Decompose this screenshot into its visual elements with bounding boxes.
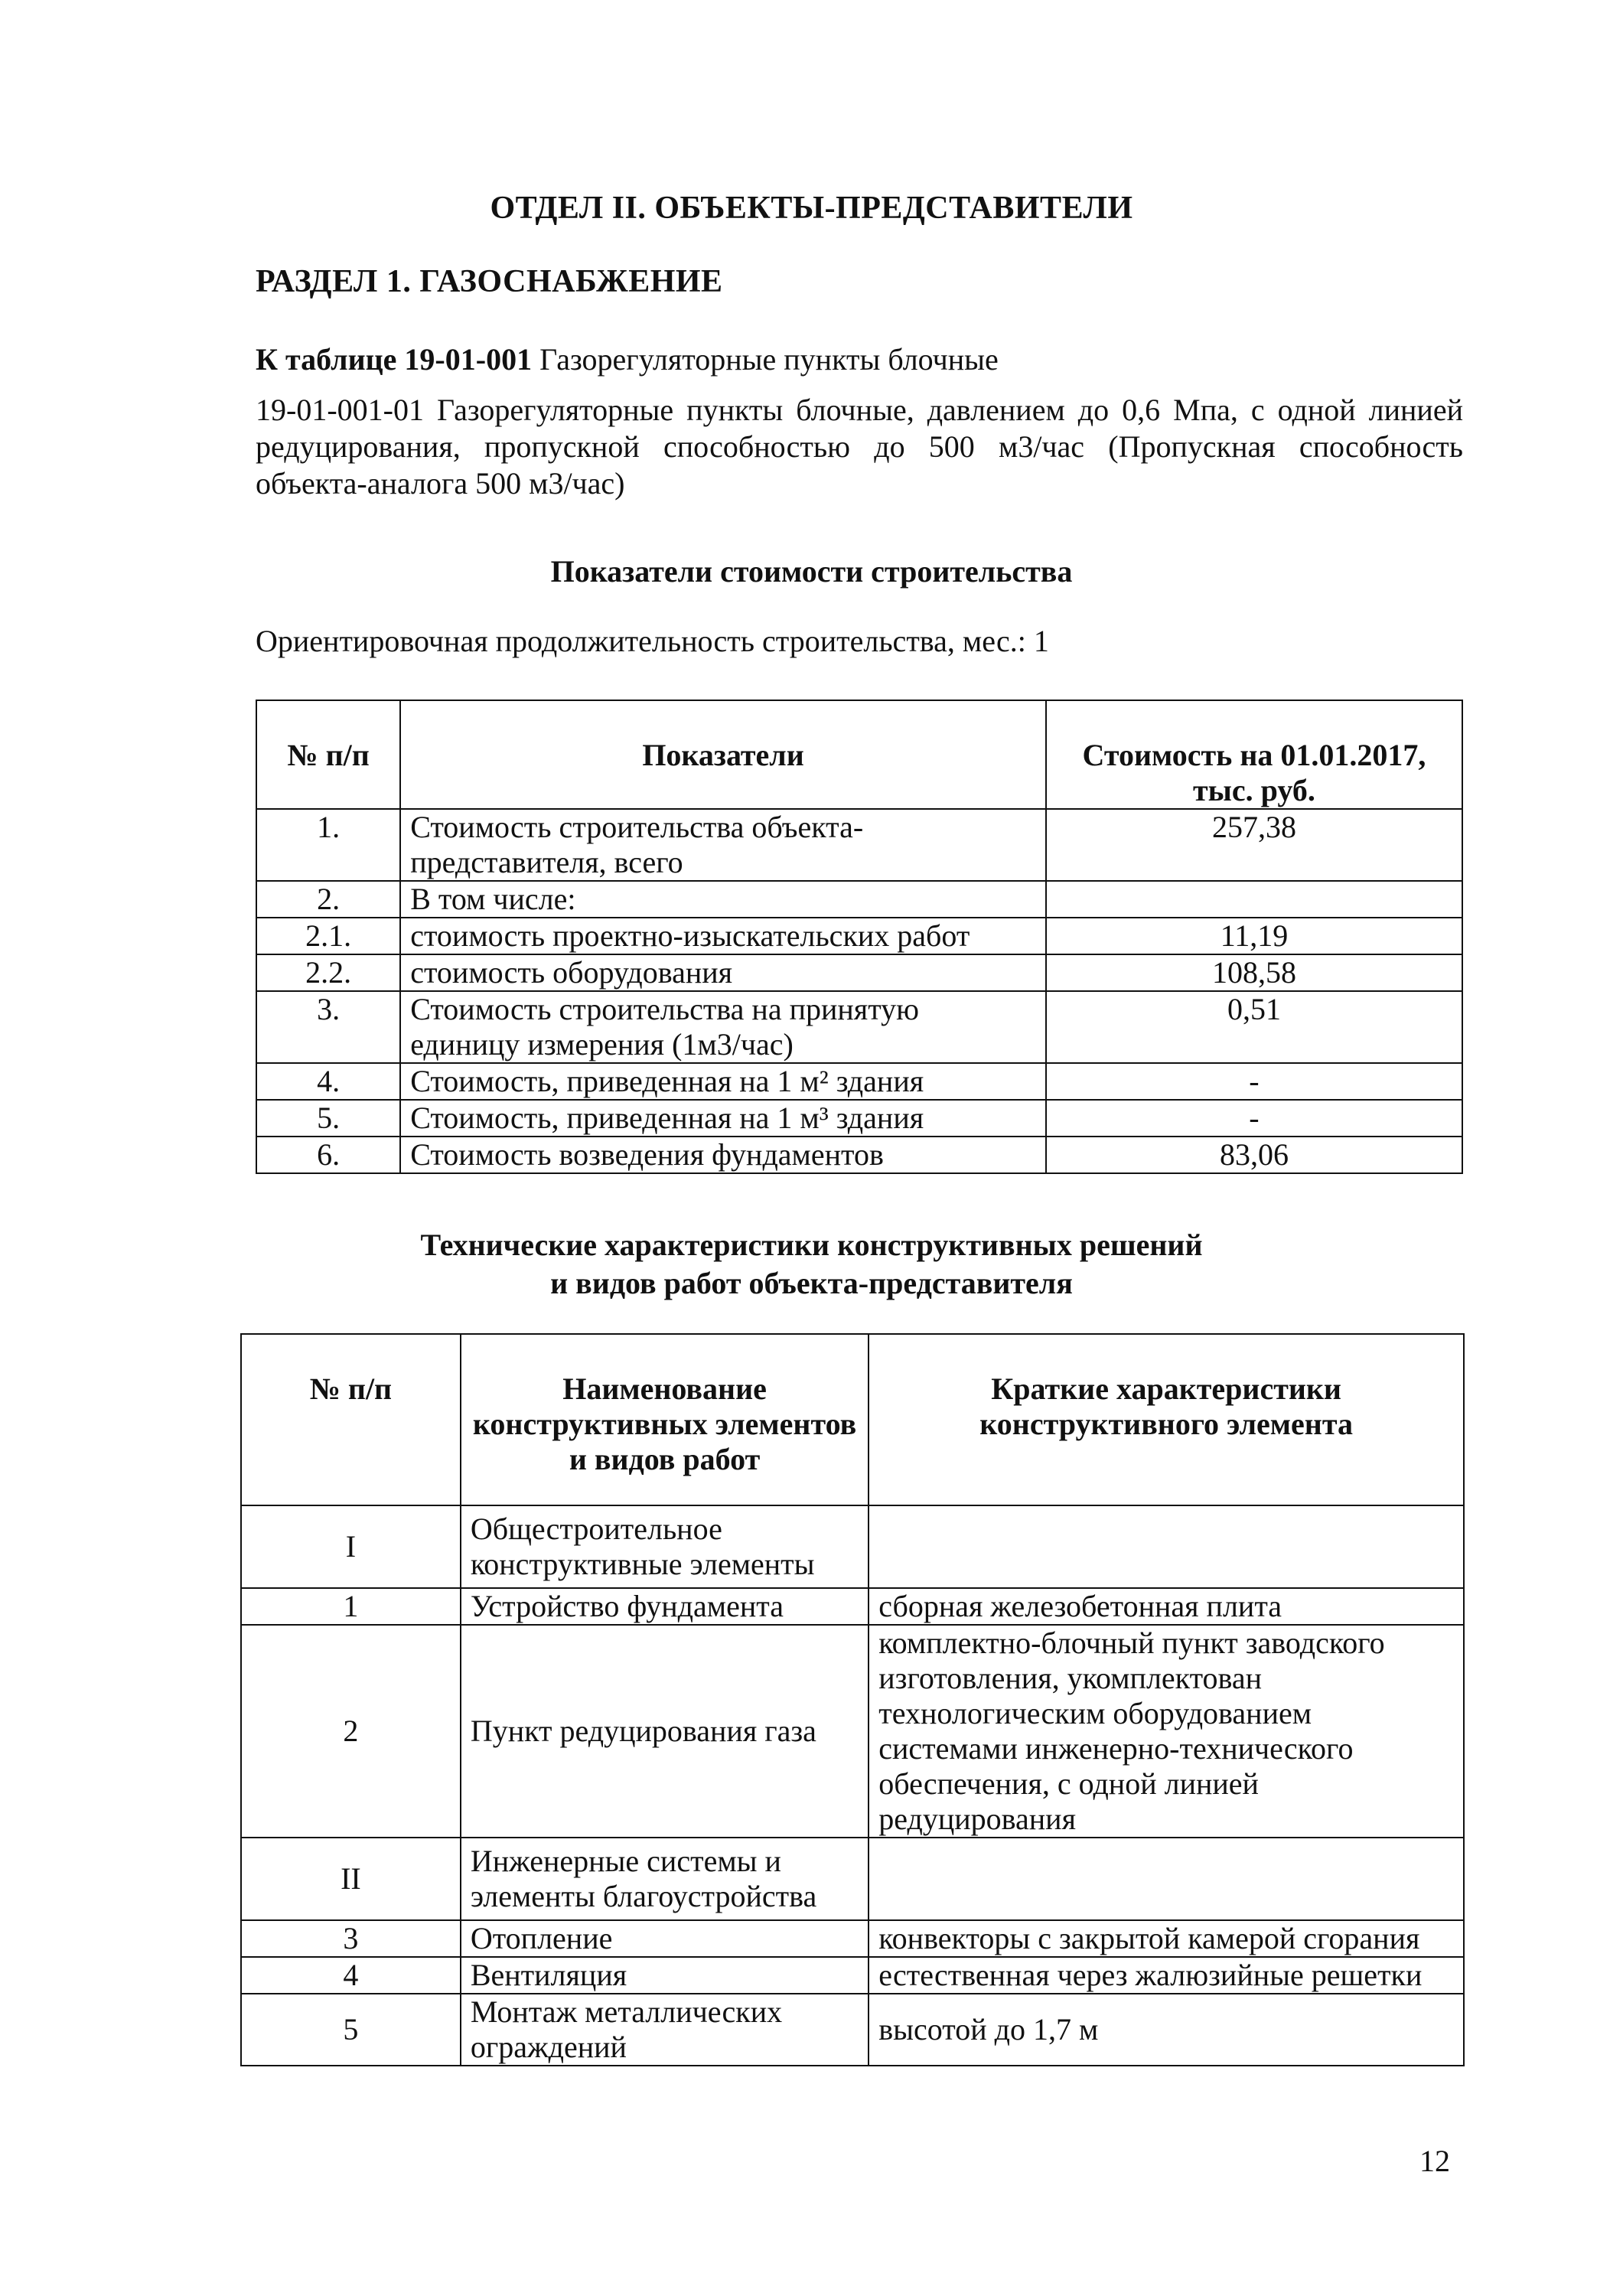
cost-table-header [256, 700, 1462, 809]
table-reference-code: К таблице 19-01-001 [256, 342, 533, 377]
row-num: I [241, 1505, 461, 1588]
row-num: 1 [241, 1588, 461, 1625]
row-characteristic: естественная через жалюзийные решетки [869, 1957, 1464, 1994]
row-num: 2.1. [256, 918, 400, 954]
section-title: РАЗДЕЛ 1. ГАЗОСНАБЖЕНИЕ [256, 264, 723, 299]
tech-table-header [241, 1334, 1464, 1505]
tech-table [240, 1333, 1465, 2066]
table-row [256, 1100, 1462, 1137]
column-header-elements: Наименование конструктивных элементов и видов работ [461, 1334, 869, 1505]
table-row [241, 1588, 1464, 1625]
row-num: 1. [256, 809, 400, 881]
row-value: 83,06 [1046, 1137, 1462, 1173]
table-row [256, 1063, 1462, 1100]
row-name: Стоимость строительства на принятую единицу измерения (1м3/час) [400, 991, 1046, 1063]
column-header-cost: Стоимость на 01.01.2017, тыс. руб. [1046, 700, 1462, 809]
row-characteristic [869, 1505, 1464, 1588]
row-characteristic: сборная железобетонная плита [869, 1588, 1464, 1625]
row-name: Вентиляция [461, 1957, 869, 1994]
column-header-indicators: Показатели [400, 700, 1046, 809]
row-value: 0,51 [1046, 991, 1462, 1063]
row-name: Стоимость, приведенная на 1 м² здания [400, 1063, 1046, 1100]
row-num: II [241, 1838, 461, 1920]
row-num: 6. [256, 1137, 400, 1173]
row-name: Стоимость, приведенная на 1 м³ здания [400, 1100, 1046, 1137]
row-name: Стоимость возведения фундаментов [400, 1137, 1046, 1173]
row-name: стоимость оборудования [400, 954, 1046, 991]
row-value: 108,58 [1046, 954, 1462, 991]
row-characteristic [869, 1838, 1464, 1920]
table-row [241, 1838, 1464, 1920]
table-reference [256, 341, 999, 377]
row-num: 2 [241, 1625, 461, 1838]
table-row [241, 1505, 1464, 1588]
row-characteristic: конвекторы с закрытой камерой сгорания [869, 1920, 1464, 1957]
table-row [256, 881, 1462, 918]
department-title: ОТДЕЛ II. ОБЪЕКТЫ-ПРЕДСТАВИТЕЛИ [490, 191, 1133, 226]
cost-table [256, 700, 1463, 1174]
row-name: стоимость проектно-изыскательских работ [400, 918, 1046, 954]
row-value: - [1046, 1063, 1462, 1100]
row-value: 257,38 [1046, 809, 1462, 881]
row-value: - [1046, 1100, 1462, 1137]
row-name: Инженерные системы и элементы благоустройства [461, 1838, 869, 1920]
row-name: Устройство фундамента [461, 1588, 869, 1625]
cost-indicators-title: Показатели стоимости строительства [550, 554, 1073, 589]
table-reference-text: Газорегуляторные пункты блочные [532, 342, 999, 377]
row-value: 11,19 [1046, 918, 1462, 954]
row-num: 2. [256, 881, 400, 918]
table-row [256, 991, 1462, 1063]
column-header-num: № п/п [241, 1334, 461, 1505]
row-name: Пункт редуцирования газа [461, 1625, 869, 1838]
row-num: 4. [256, 1063, 400, 1100]
row-num: 5 [241, 1994, 461, 2066]
row-name: Отопление [461, 1920, 869, 1957]
tech-title-line1: Технические характеристики конструктивных решений [420, 1228, 1203, 1262]
table-row [256, 809, 1462, 881]
row-num: 5. [256, 1100, 400, 1137]
tech-title-line2: и видов работ объекта-представителя [550, 1266, 1073, 1300]
table-row [241, 1920, 1464, 1957]
row-value [1046, 881, 1462, 918]
table-row [256, 918, 1462, 954]
table-row [241, 1625, 1464, 1838]
row-num: 2.2. [256, 954, 400, 991]
row-num: 4 [241, 1957, 461, 1994]
row-name: Общестроительное конструктивные элементы [461, 1505, 869, 1588]
construction-duration: Ориентировочная продолжительность строительства, мес.: 1 [256, 624, 1049, 658]
page-number: 12 [1419, 2144, 1450, 2178]
row-num: 3 [241, 1920, 461, 1957]
table-row [241, 1994, 1464, 2066]
row-name: В том числе: [400, 881, 1046, 918]
table-row [241, 1957, 1464, 1994]
row-characteristic: комплектно-блочный пункт заводского изготовления, укомплектован технологическим оборудованием системами инженерно-технического обеспечения, с одной линией редуцирования [869, 1625, 1464, 1838]
row-characteristic: высотой до 1,7 м [869, 1994, 1464, 2066]
table-row [256, 1137, 1462, 1173]
row-num: 3. [256, 991, 400, 1063]
row-name: Стоимость строительства объекта-представителя, всего [400, 809, 1046, 881]
row-name: Монтаж металлических ограждений [461, 1994, 869, 2066]
table-row [256, 954, 1462, 991]
column-header-num: № п/п [256, 700, 400, 809]
object-description: 19-01-001-01 Газорегуляторные пункты блочные, давлением до 0,6 Мпа, с одной линией редуцирования, пропускной способностью до 500 м3/час (Пропускная способность объекта-аналога 500 м3/час) [256, 393, 1463, 501]
column-header-characteristics: Краткие характеристики конструктивного элемента [869, 1334, 1464, 1505]
